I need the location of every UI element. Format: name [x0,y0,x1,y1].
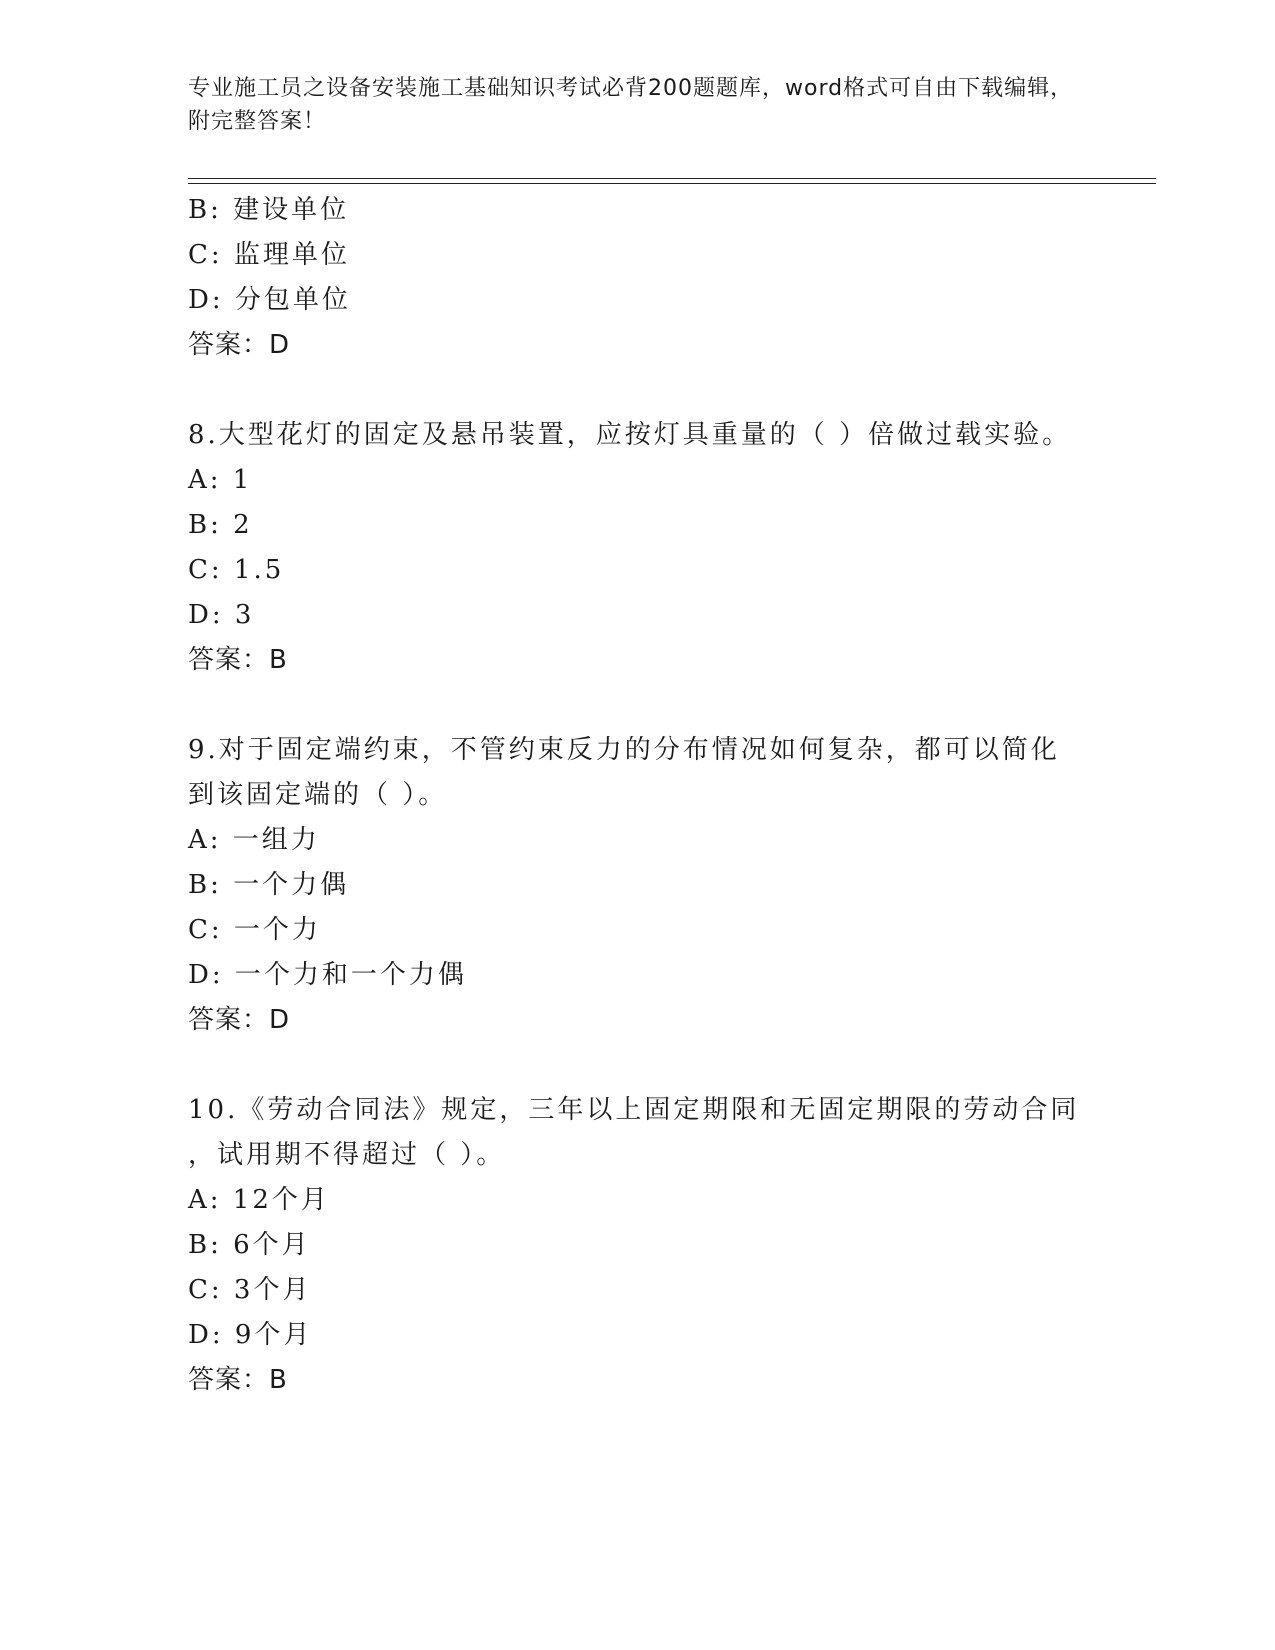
q8-option-c: C: 1.5 [188,555,285,585]
q10-option-d: D: 9个月 [188,1320,313,1350]
q7-option-b: B: 建设单位 [188,195,350,225]
q10-option-b: B: 6个月 [188,1230,311,1260]
header-rule-top [188,178,1156,179]
q9-stem-line2: 到该固定端的（ ）。 [188,780,448,810]
q8-option-d: D: 3 [188,600,255,630]
q9-answer: 答案：D [188,1005,291,1035]
document-header: 专业施工员之设备安装施工基础知识考试必背200题题库，word格式可自由下载编辑，附完整答案！ [188,76,1074,134]
q9-option-a: A: 一组力 [188,825,320,855]
q10-option-a: A: 12个月 [188,1185,330,1215]
q9-option-c: C: 一个力 [188,915,321,945]
q8-answer: 答案：B [188,645,288,675]
q8-stem: 8.大型花灯的固定及悬吊装置，应按灯具重量的（ ）倍做过载实验。 [188,420,1072,450]
q10-answer: 答案：B [188,1365,288,1395]
q8-option-a: A: 1 [188,465,253,495]
q7-option-c: C: 监理单位 [188,240,350,270]
q7-option-d: D: 分包单位 [188,285,351,315]
header-rule-bottom [188,183,1156,184]
q9-option-d: D: 一个力和一个力偶 [188,960,467,990]
q9-option-b: B: 一个力偶 [188,870,350,900]
q8-option-b: B: 2 [188,510,253,540]
q10-option-c: C: 3个月 [188,1275,312,1305]
q10-stem-line1: 10.《劳动合同法》规定，三年以上固定期限和无固定期限的劳动合同 [188,1095,1080,1125]
q9-stem-line1: 9.对于固定端约束，不管约束反力的分布情况如何复杂，都可以简化 [188,735,1060,765]
q7-answer: 答案：D [188,330,291,360]
q10-stem-line2: ，试用期不得超过（ ）。 [188,1140,506,1170]
